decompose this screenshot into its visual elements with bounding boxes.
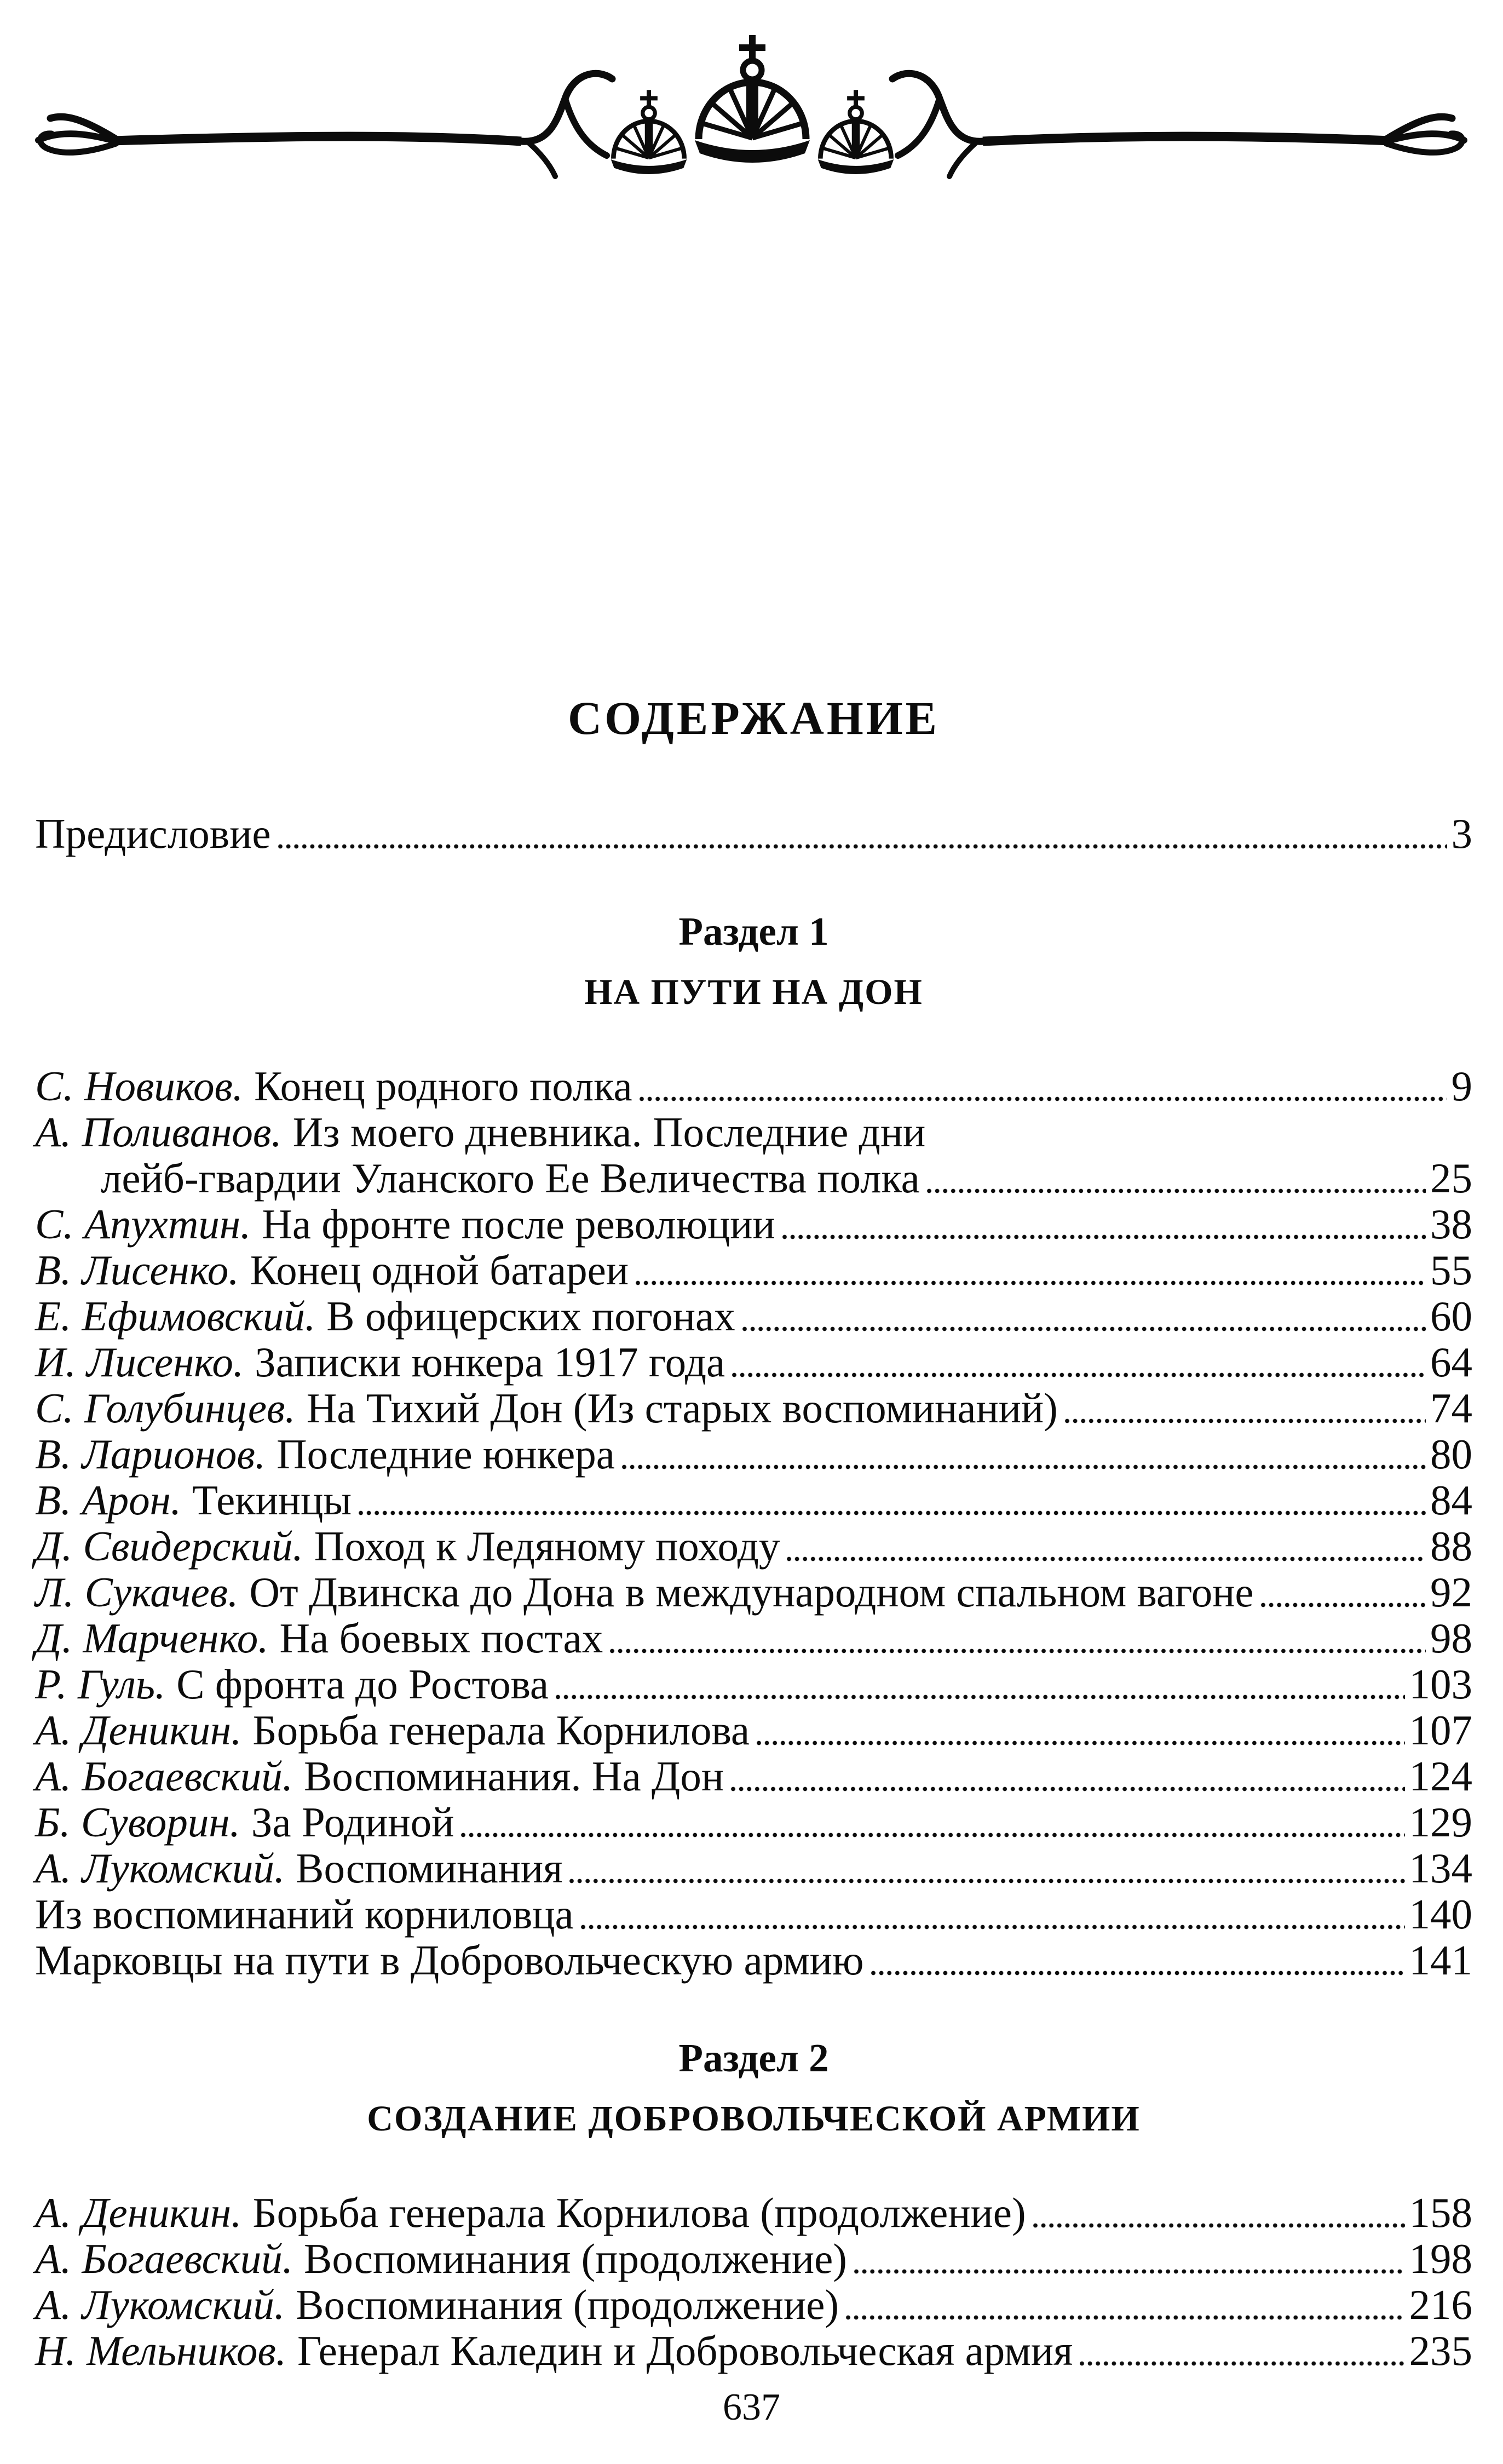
entry-title: Предисловие (35, 810, 271, 857)
entry-page: 3 (1451, 810, 1472, 857)
entry-page: 60 (1430, 1293, 1472, 1340)
entry-title: Конец одной батареи (250, 1247, 629, 1294)
entry-title: Конец родного полка (254, 1062, 632, 1110)
entry-text (35, 1385, 1058, 1431)
dot-leader (621, 1464, 1426, 1470)
toc-entry (35, 1385, 1472, 1431)
toc-entry (35, 1615, 1472, 1661)
toc-entry (35, 1477, 1472, 1523)
entry-author: В. Ларионов. (35, 1431, 266, 1478)
entry-author: С. Голубинцев. (35, 1385, 296, 1432)
toc-entry (35, 1063, 1472, 1109)
toc-entry (35, 1891, 1472, 1937)
section-heading: Раздел 1 (678, 909, 829, 954)
page-title: СОДЕРЖАНИЕ (567, 692, 940, 744)
entry-page: 140 (1409, 1891, 1472, 1938)
entry-author: В. Лисенко. (35, 1247, 239, 1294)
entry-author: В. Арон. (35, 1477, 182, 1524)
dot-leader (782, 1234, 1426, 1240)
toc-sections (35, 911, 1472, 2374)
entry-page: 38 (1430, 1201, 1472, 1248)
entry-title: Из моего дневника. Последние дни (292, 1108, 926, 1156)
entry-author: Л. Сукачев. (35, 1569, 239, 1616)
entry-text (35, 1477, 352, 1523)
dot-leader (1064, 1418, 1426, 1424)
entry-text (35, 1339, 725, 1385)
toc-entry (35, 1293, 1472, 1339)
entry-author: А. Деникин. (35, 1707, 242, 1754)
entry-title: Текинцы (192, 1477, 352, 1524)
entry-page: 129 (1409, 1799, 1472, 1846)
toc-entry (35, 1707, 1472, 1753)
toc-entry (35, 1845, 1472, 1891)
entry-text (35, 1661, 549, 1707)
entry-title: В офицерских погонах (326, 1293, 735, 1340)
entry-author: А. Поливанов. (35, 1108, 282, 1156)
entry-title: Последние юнкера (277, 1431, 615, 1478)
entry-title: За Родиной (251, 1799, 454, 1846)
page-folio: 637 (723, 2386, 780, 2428)
entry-author: Е. Ефимовский. (35, 1293, 316, 1340)
entry-title: Записки юнкера 1917 года (255, 1339, 725, 1386)
entry-text (35, 1063, 632, 1109)
dot-leader (871, 1970, 1405, 1976)
section-subtitle: НА ПУТИ НА ДОН (584, 972, 923, 1012)
toc-entry (35, 1339, 1472, 1385)
entry-author: Д. Марченко. (35, 1615, 269, 1662)
entry-text (35, 1293, 735, 1339)
entry-page: 103 (1409, 1661, 1472, 1708)
toc-entry (35, 1937, 1472, 1983)
section-subtitle: СОЗДАНИЕ ДОБРОВОЛЬЧЕСКОЙ АРМИИ (367, 2099, 1141, 2139)
entry-text (35, 1615, 603, 1661)
dot-leader (756, 1740, 1404, 1746)
entry-text (35, 1569, 1254, 1615)
dot-leader (786, 1556, 1426, 1562)
toc-entry (35, 1569, 1472, 1615)
entry-author: Н. Мельников. (35, 2327, 286, 2374)
dot-leader (845, 2314, 1404, 2321)
dot-leader (358, 1510, 1426, 1516)
toc-entry (35, 1201, 1472, 1247)
entry-author: А. Богаевский. (35, 2235, 293, 2282)
toc-entry (35, 1155, 1472, 1201)
entry-title: Воспоминания. На Дон (304, 1753, 724, 1800)
entry-text (35, 1891, 574, 1937)
entry-author: И. Лисенко. (35, 1339, 244, 1386)
entry-author: Б. Суворин. (35, 1799, 240, 1846)
entry-text (35, 1109, 925, 1155)
toc-entry-preface (35, 811, 1472, 857)
toc-entry (35, 2236, 1472, 2282)
dot-leader (1260, 1602, 1426, 1608)
entry-text (35, 2282, 839, 2328)
entry-page: 158 (1409, 2189, 1472, 2236)
dot-leader (555, 1694, 1404, 1700)
entry-text (35, 1155, 920, 1201)
entry-title: лейб-гвардии Уланского Ее Величества полка (101, 1155, 920, 1202)
entry-title: Из воспоминаний корниловца (35, 1891, 574, 1938)
entry-text (35, 1845, 562, 1891)
entry-page: 92 (1430, 1569, 1472, 1616)
entry-page: 198 (1409, 2235, 1472, 2282)
dot-leader (609, 1648, 1426, 1654)
entry-author: А. Деникин. (35, 2189, 242, 2236)
section-heading: Раздел 2 (678, 2036, 829, 2080)
entry-title: На боевых постах (279, 1615, 603, 1662)
entry-title: На фронте после революции (262, 1201, 775, 1248)
entry-text (35, 1523, 780, 1569)
entry-text (35, 1937, 864, 1983)
toc-entry (35, 1661, 1472, 1707)
entry-page: 55 (1430, 1247, 1472, 1294)
entry-page: 124 (1409, 1753, 1472, 1800)
dot-leader (1033, 2222, 1405, 2228)
entry-page: 216 (1409, 2281, 1472, 2328)
dot-leader (639, 1096, 1447, 1102)
entry-title: Воспоминания (продолжение) (304, 2235, 847, 2282)
dot-leader (1079, 2360, 1404, 2367)
entry-text (35, 1753, 724, 1799)
toc-entry (35, 1247, 1472, 1293)
entry-page: 134 (1409, 1845, 1472, 1892)
entry-text (35, 1707, 750, 1753)
entry-author: С. Апухтин. (35, 1201, 251, 1248)
entry-text (35, 2328, 1073, 2374)
toc-entry (35, 1523, 1472, 1569)
entry-text (35, 1799, 454, 1845)
toc-entry (35, 2282, 1472, 2328)
entry-title: Генерал Каледин и Добровольческая армия (297, 2327, 1073, 2374)
entry-page: 80 (1430, 1431, 1472, 1478)
entry-page: 74 (1430, 1385, 1472, 1432)
entry-title: Борьба генерала Корнилова (252, 1707, 750, 1754)
toc-entry (35, 2190, 1472, 2236)
dot-leader (854, 2268, 1405, 2275)
entry-page: 98 (1430, 1615, 1472, 1662)
entry-page: 9 (1451, 1062, 1472, 1110)
dot-leader (278, 843, 1447, 849)
entry-page: 84 (1430, 1477, 1472, 1524)
dot-leader (635, 1280, 1426, 1286)
dot-leader (742, 1326, 1426, 1332)
dot-leader (732, 1372, 1426, 1378)
entry-title: Воспоминания (продолжение) (296, 2281, 839, 2328)
entry-text (35, 1247, 629, 1293)
entry-title: На Тихий Дон (Из старых воспоминаний) (306, 1385, 1058, 1432)
entry-page: 25 (1430, 1155, 1472, 1202)
entry-author: Р. Гуль. (35, 1661, 166, 1708)
entry-author: Д. Свидерский. (35, 1523, 303, 1570)
dot-leader (569, 1878, 1404, 1884)
dot-leader (460, 1832, 1404, 1838)
entry-author: А. Лукомский. (35, 2281, 285, 2328)
entry-page: 235 (1409, 2327, 1472, 2374)
entry-author: А. Богаевский. (35, 1753, 293, 1800)
entry-page: 64 (1430, 1339, 1472, 1386)
toc-content (35, 0, 1472, 2374)
toc-entry (35, 1799, 1472, 1845)
entry-title: От Двинска до Дона в международном спальном вагоне (249, 1569, 1254, 1616)
entry-title: Борьба генерала Корнилова (продолжение) (252, 2189, 1026, 2236)
entry-text (35, 1201, 775, 1247)
entry-title: Марковцы на пути в Добровольческую армию (35, 1937, 864, 1984)
entry-page: 88 (1430, 1523, 1472, 1570)
entry-page: 107 (1409, 1707, 1472, 1754)
toc-entry (35, 1431, 1472, 1477)
toc-entry (35, 2328, 1472, 2374)
entry-text (35, 2236, 847, 2282)
entry-text (35, 1431, 615, 1477)
dot-leader (926, 1188, 1426, 1194)
entry-title: Поход к Ледяному походу (314, 1523, 780, 1570)
toc-entry (35, 1753, 1472, 1799)
entry-text (35, 2190, 1026, 2236)
entry-author: С. Новиков. (35, 1062, 244, 1110)
entry-author: А. Лукомский. (35, 1845, 285, 1892)
entry-page: 141 (1409, 1937, 1472, 1984)
toc-entry (35, 1109, 1472, 1155)
entry-title: Воспоминания (296, 1845, 563, 1892)
dot-leader (730, 1786, 1404, 1792)
entry-title: С фронта до Ростова (176, 1661, 549, 1708)
dot-leader (580, 1924, 1405, 1930)
